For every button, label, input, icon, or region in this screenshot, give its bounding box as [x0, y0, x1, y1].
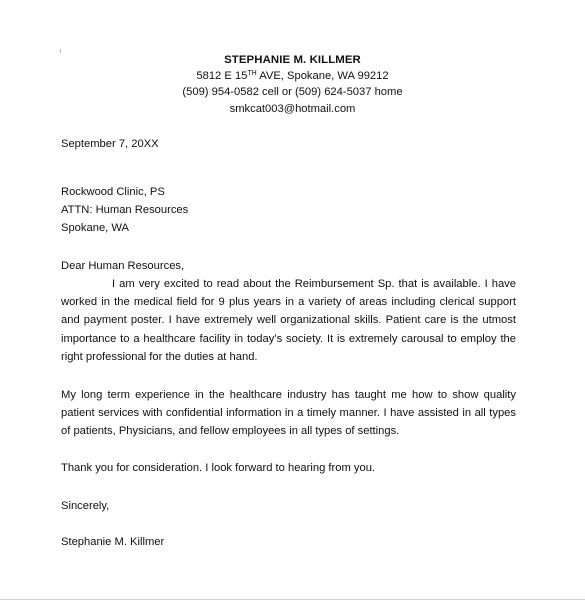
body-paragraph-3: Thank you for consideration. I look forward to hearing from you. [61, 462, 376, 474]
recipient-line-3: Spokane, WA [61, 222, 129, 235]
sender-address [0, 68, 585, 84]
sender-address-suffix: TH [247, 70, 257, 78]
body-paragraph-1: I am very excited to read about the Reimbursement Sp. that is available. I have worked in the medical field for 9 plus years in a variety of areas including clerical support and payment poster. I have extremely well organizational skills. Patient care is the utmost importance to a healthcare facility in today’s society. It is extremely carousal to employ the right professional for the duties at hand. [61, 278, 516, 363]
sender-address-number: 5812 E 15 [196, 70, 248, 83]
recipient-block [61, 183, 516, 238]
sender-phones: (509) 954-0582 cell or (509) 624-5037 home [182, 86, 403, 99]
salutation: Dear Human Resources, [61, 260, 185, 272]
complimentary-closing: Sincerely, [61, 500, 110, 512]
body-paragraph-2: My long term experience in the healthcare industry has taught me how to show quality patient services with confidential information in a timely manner. I have assisted in all types of patients, Physicians, and fellow employees in all types of settings. [61, 389, 516, 438]
recipient-line-1: Rockwood Clinic, PS [61, 186, 165, 198]
signature-name: Stephanie M. Killmer [61, 536, 165, 548]
recipient-line-2: ATTN: Human Resources [61, 204, 189, 217]
sender-address-rest: AVE, Spokane, WA 99212 [256, 70, 389, 83]
letter-header [0, 52, 585, 117]
sender-name: STEPHANIE M. KILLMER [224, 54, 361, 66]
sender-email: smkcat003@hotmail.com [229, 102, 356, 115]
letter-date: September 7, 20XX [61, 138, 159, 150]
